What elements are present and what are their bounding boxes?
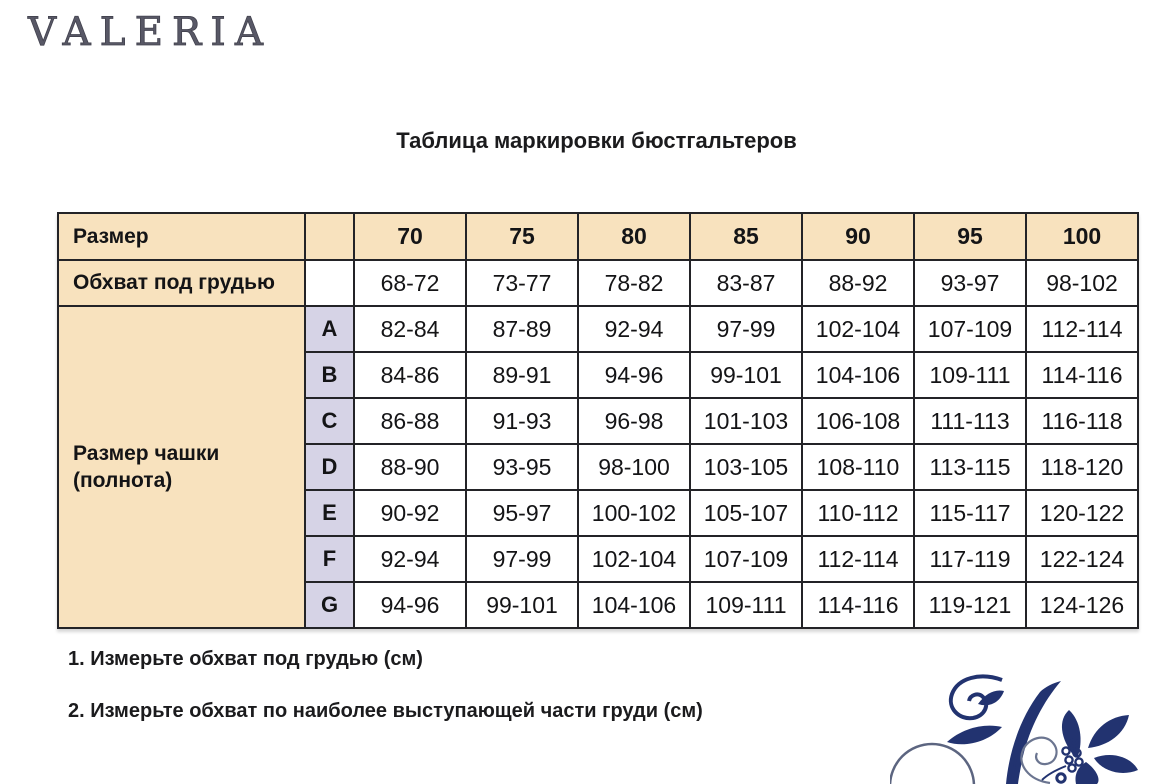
cup-A-value-cell-5: 107-109 (914, 306, 1026, 352)
size-header-cell-70: 70 (354, 213, 466, 260)
size-header-cell-75: 75 (466, 213, 578, 260)
cup-A-value-cell-6: 112-114 (1026, 306, 1138, 352)
cup-C-value-cell-3: 101-103 (690, 398, 802, 444)
underbust-row-label: Обхват под грудью (58, 260, 305, 306)
cup-label-line-2: (полнота) (73, 469, 173, 492)
cup-letter-cell-B: B (305, 352, 354, 398)
size-header-cell-85: 85 (690, 213, 802, 260)
cup-D-value-cell-4: 108-110 (802, 444, 914, 490)
cup-D-value-cell-1: 93-95 (466, 444, 578, 490)
underbust-value-cell-4: 88-92 (802, 260, 914, 306)
underbust-value-cell-2: 78-82 (578, 260, 690, 306)
cup-E-value-cell-4: 110-112 (802, 490, 914, 536)
underbust-value-cell-1: 73-77 (466, 260, 578, 306)
cup-D-value-cell-5: 113-115 (914, 444, 1026, 490)
cup-E-value-cell-2: 100-102 (578, 490, 690, 536)
size-header-cell-80: 80 (578, 213, 690, 260)
underbust-value-cell-3: 83-87 (690, 260, 802, 306)
cup-F-value-cell-1: 97-99 (466, 536, 578, 582)
cup-G-value-cell-2: 104-106 (578, 582, 690, 628)
bra-size-table (57, 212, 1139, 629)
cup-A-value-cell-0: 82-84 (354, 306, 466, 352)
cup-F-value-cell-0: 92-94 (354, 536, 466, 582)
cup-C-value-cell-0: 86-88 (354, 398, 466, 444)
instruction-step-2: 2. Измерьте обхват по наиболее выступающей части груди (см) (68, 700, 703, 722)
page-title: Таблица маркировки бюстгальтеров (396, 128, 797, 153)
table-row-cup-A (58, 306, 1138, 352)
underbust-value-cell-5: 93-97 (914, 260, 1026, 306)
cup-letter-cell-C: C (305, 398, 354, 444)
cup-F-value-cell-5: 117-119 (914, 536, 1026, 582)
cup-E-value-cell-6: 120-122 (1026, 490, 1138, 536)
cup-C-value-cell-6: 116-118 (1026, 398, 1138, 444)
cup-B-value-cell-3: 99-101 (690, 352, 802, 398)
size-header-cell-100: 100 (1026, 213, 1138, 260)
cup-B-value-cell-1: 89-91 (466, 352, 578, 398)
cup-F-value-cell-4: 112-114 (802, 536, 914, 582)
cup-size-label (58, 306, 305, 628)
floral-ornament-icon (890, 670, 1173, 784)
size-row-spacer-cell (305, 213, 354, 260)
cup-A-value-cell-2: 92-94 (578, 306, 690, 352)
cup-G-value-cell-1: 99-101 (466, 582, 578, 628)
table-row-sizes (58, 213, 1138, 260)
measurement-instructions (68, 648, 703, 752)
cup-C-value-cell-1: 91-93 (466, 398, 578, 444)
cup-letter-cell-G: G (305, 582, 354, 628)
cup-A-value-cell-3: 97-99 (690, 306, 802, 352)
cup-A-value-cell-1: 87-89 (466, 306, 578, 352)
cup-E-value-cell-3: 105-107 (690, 490, 802, 536)
underbust-value-cell-0: 68-72 (354, 260, 466, 306)
cup-G-value-cell-0: 94-96 (354, 582, 466, 628)
cup-B-value-cell-5: 109-111 (914, 352, 1026, 398)
cup-B-value-cell-6: 114-116 (1026, 352, 1138, 398)
cup-C-value-cell-4: 106-108 (802, 398, 914, 444)
cup-G-value-cell-3: 109-111 (690, 582, 802, 628)
brand-logo: VALERIA (28, 10, 272, 55)
cup-G-value-cell-4: 114-116 (802, 582, 914, 628)
cup-D-value-cell-6: 118-120 (1026, 444, 1138, 490)
cup-letter-cell-D: D (305, 444, 354, 490)
cup-E-value-cell-5: 115-117 (914, 490, 1026, 536)
underbust-value-cell-6: 98-102 (1026, 260, 1138, 306)
cup-B-value-cell-2: 94-96 (578, 352, 690, 398)
cup-A-value-cell-4: 102-104 (802, 306, 914, 352)
cup-label-line-1: Размер чашки (73, 441, 220, 465)
size-table-body (58, 213, 1138, 628)
cup-G-value-cell-6: 124-126 (1026, 582, 1138, 628)
cup-G-value-cell-5: 119-121 (914, 582, 1026, 628)
cup-F-value-cell-3: 107-109 (690, 536, 802, 582)
size-row-label: Размер (58, 213, 305, 260)
cup-D-value-cell-0: 88-90 (354, 444, 466, 490)
cup-E-value-cell-1: 95-97 (466, 490, 578, 536)
cup-letter-cell-F: F (305, 536, 354, 582)
cup-C-value-cell-5: 111-113 (914, 398, 1026, 444)
instruction-step-1: 1. Измерьте обхват под грудью (см) (68, 648, 423, 670)
cup-C-value-cell-2: 96-98 (578, 398, 690, 444)
cup-F-value-cell-2: 102-104 (578, 536, 690, 582)
size-header-cell-95: 95 (914, 213, 1026, 260)
cup-F-value-cell-6: 122-124 (1026, 536, 1138, 582)
underbust-spacer-cell (305, 260, 354, 306)
cup-B-value-cell-4: 104-106 (802, 352, 914, 398)
cup-D-value-cell-2: 98-100 (578, 444, 690, 490)
table-row-underbust (58, 260, 1138, 306)
cup-E-value-cell-0: 90-92 (354, 490, 466, 536)
cup-letter-cell-E: E (305, 490, 354, 536)
size-header-cell-90: 90 (802, 213, 914, 260)
cup-D-value-cell-3: 103-105 (690, 444, 802, 490)
cup-letter-cell-A: A (305, 306, 354, 352)
cup-B-value-cell-0: 84-86 (354, 352, 466, 398)
